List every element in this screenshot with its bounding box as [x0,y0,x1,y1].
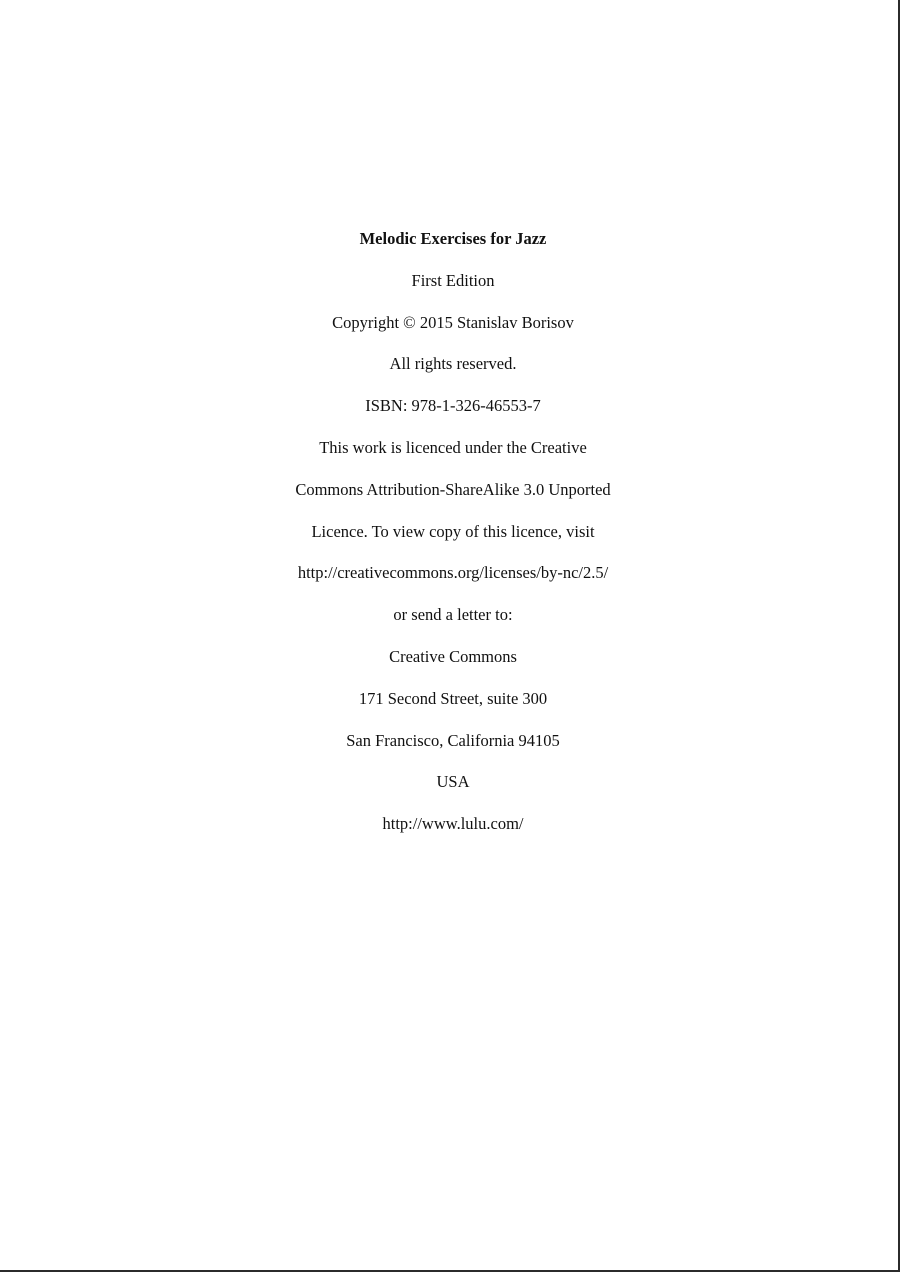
licence-line: Commons Attribution-ShareAlike 3.0 Unported [295,479,611,499]
edition-text: First Edition [411,270,495,290]
address-line: USA [436,772,470,792]
address-line: Creative Commons [389,646,517,666]
copyright-page-block [0,229,900,856]
address-line: San Francisco, California 94105 [346,730,560,750]
copyright-notice: Copyright © 2015 Stanislav Borisov [332,312,574,332]
isbn-text: ISBN: 978-1-326-46553-7 [365,396,541,416]
book-title: Melodic Exercises for Jazz [359,229,547,248]
licence-line: Licence. To view copy of this licence, visit [311,521,595,541]
licence-line: or send a letter to: [393,605,513,625]
publisher-url: http://www.lulu.com/ [382,814,524,834]
licence-line: This work is licenced under the Creative [319,437,587,457]
address-line: 171 Second Street, suite 300 [358,688,548,708]
licence-url: http://creativecommons.org/licenses/by-nc/2.5/ [297,563,609,583]
rights-notice: All rights reserved. [389,354,517,374]
